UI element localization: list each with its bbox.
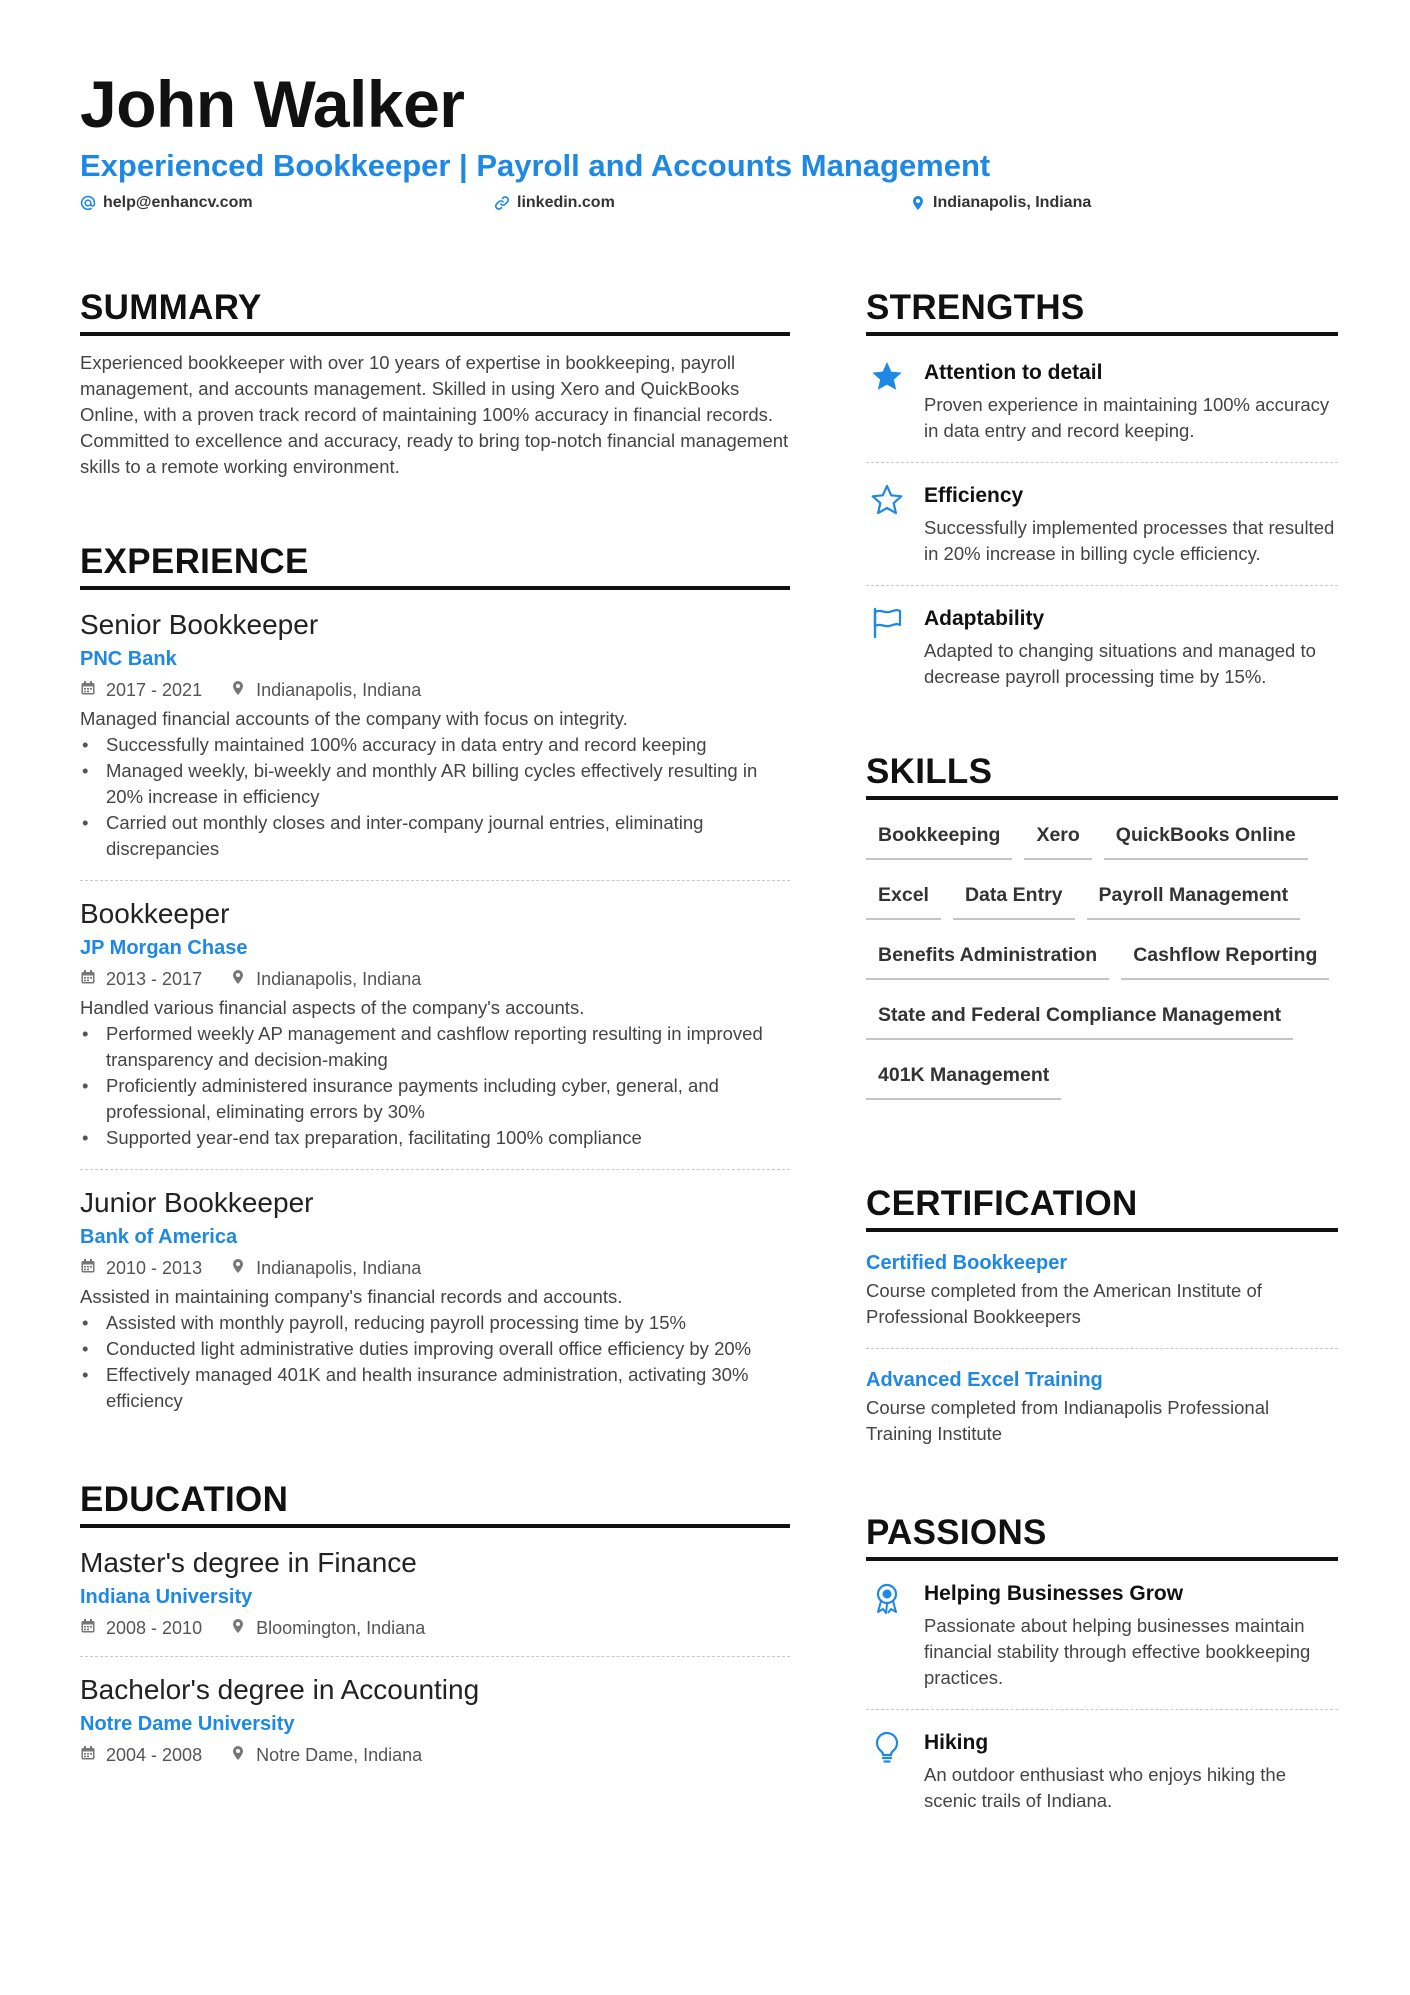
at-icon (80, 195, 96, 211)
job-location (230, 963, 421, 995)
linkedin-text: linkedin.com (517, 194, 615, 211)
school-name: Indiana University (80, 1586, 253, 1608)
strengths-heading: STRENGTHS (866, 288, 1338, 336)
location-text: Indianapolis, Indiana (933, 194, 1092, 211)
certification-entry (866, 1349, 1338, 1465)
strengths-title: Adaptability (924, 607, 1045, 630)
strengths-title: Efficiency (924, 484, 1024, 507)
job-dates (80, 674, 202, 706)
calendar-icon (80, 963, 96, 995)
job-location (230, 674, 421, 706)
skills-section (866, 752, 1338, 1114)
bullet-item: • Effectively managed 401K and health insurance administration, activating 30% efficiency (80, 1362, 790, 1414)
bullet-item: • Conducted light administrative duties improving overall office efficiency by 20% (80, 1336, 790, 1362)
skill-tag: Cashflow Reporting (1121, 934, 1329, 980)
experience-heading: EXPERIENCE (80, 542, 790, 590)
job-title: Bookkeeper (80, 898, 230, 929)
education-location (230, 1612, 425, 1644)
passions-heading: PASSIONS (866, 1513, 1338, 1561)
location-pin-icon (230, 1252, 246, 1284)
job-bullets (80, 1310, 790, 1414)
education-entry (80, 1671, 790, 1783)
skill-tag: QuickBooks Online (1104, 814, 1308, 860)
location-text: Bloomington, Indiana (256, 1618, 426, 1638)
degree: Bachelor's degree in Accounting (80, 1674, 480, 1705)
star-outline-icon (866, 481, 908, 567)
strengths-item (866, 340, 1338, 463)
education-list (80, 1544, 790, 1783)
skill-tag: Benefits Administration (866, 934, 1109, 980)
strengths-item (866, 586, 1338, 708)
dates-text: 2008 - 2010 (106, 1618, 203, 1638)
strengths-list (866, 340, 1338, 708)
location-text: Notre Dame, Indiana (256, 1745, 423, 1765)
bullet-item: • Successfully maintained 100% accuracy in data entry and record keeping (80, 732, 790, 758)
school-name: Notre Dame University (80, 1713, 295, 1735)
link-icon (494, 195, 510, 211)
passions-title: Hiking (924, 1731, 989, 1754)
contact-email[interactable] (80, 194, 253, 212)
award-icon (866, 1579, 908, 1691)
summary-text: Experienced bookkeeper with over 10 years of expertise in bookkeeping, payroll management, and accounts management. Skilled in using Xero and QuickBooks Online, with a proven track record of maintaining 100% accuracy in financial records. Committed to excellence and accuracy, ready to bring top-notch financial management skills to a remote working environment. (80, 352, 789, 477)
bullet-item: • Proficiently administered insurance payments including cyber, general, and professional, eliminating errors by 30% (80, 1073, 790, 1125)
dates-text: 2004 - 2008 (106, 1745, 203, 1765)
bullet-item: • Supported year-end tax preparation, facilitating 100% compliance (80, 1125, 790, 1151)
skill-tag: 401K Management (866, 1054, 1061, 1100)
location-text: Indianapolis, Indiana (256, 1258, 422, 1278)
location-pin-icon (230, 1612, 246, 1644)
calendar-icon (80, 1252, 96, 1284)
certification-heading: CERTIFICATION (866, 1184, 1338, 1232)
certification-title: Advanced Excel Training (866, 1369, 1103, 1391)
education-dates (80, 1739, 202, 1771)
certification-description: Course completed from Indianapolis Professional Training Institute (866, 1397, 1270, 1444)
left-column (80, 288, 790, 1797)
education-meta (80, 1612, 790, 1644)
skill-tag: Xero (1024, 814, 1091, 860)
location-text: Indianapolis, Indiana (256, 969, 422, 989)
job-dates (80, 1252, 202, 1284)
company-name: PNC Bank (80, 648, 177, 670)
strengths-description: Adapted to changing situations and managed to decrease payroll processing time by 15%. (924, 640, 1316, 687)
job-description: Assisted in maintaining company's financial records and accounts. (80, 1286, 623, 1307)
strengths-description: Proven experience in maintaining 100% accuracy in data entry and record keeping. (924, 394, 1330, 441)
skill-tag: State and Federal Compliance Management (866, 994, 1293, 1040)
education-dates (80, 1612, 202, 1644)
passions-body (924, 1579, 1338, 1691)
certification-list (866, 1232, 1338, 1465)
strengths-section (866, 288, 1338, 708)
job-meta (80, 1252, 790, 1284)
right-column (866, 288, 1338, 1832)
contact-linkedin[interactable] (494, 194, 615, 212)
passions-description: Passionate about helping businesses maintain financial stability through effective bookkeeping practices. (924, 1615, 1311, 1688)
job-title: Junior Bookkeeper (80, 1187, 314, 1218)
location-pin-icon (230, 963, 246, 995)
strengths-description: Successfully implemented processes that resulted in 20% increase in billing cycle efficiency. (924, 517, 1335, 564)
company-name: JP Morgan Chase (80, 937, 248, 959)
dates-text: 2013 - 2017 (106, 969, 203, 989)
job-entry (80, 1184, 790, 1432)
skill-tag: Payroll Management (1087, 874, 1301, 920)
strengths-body (924, 481, 1338, 567)
location-pin-icon (230, 1739, 246, 1771)
strengths-body (924, 604, 1338, 690)
passions-list (866, 1561, 1338, 1832)
education-section (80, 1480, 790, 1783)
job-meta (80, 674, 790, 706)
skills-heading: SKILLS (866, 752, 1338, 800)
strengths-title: Attention to detail (924, 361, 1103, 384)
flag-icon (866, 604, 908, 690)
star-filled-icon (866, 358, 908, 444)
job-title: Senior Bookkeeper (80, 609, 319, 640)
skills-list (866, 814, 1338, 1114)
lightbulb-icon (866, 1728, 908, 1814)
passions-section (866, 1513, 1338, 1832)
certification-description: Course completed from the American Institute of Professional Bookkeepers (866, 1280, 1262, 1327)
strengths-item (866, 463, 1338, 586)
job-location (230, 1252, 421, 1284)
calendar-icon (80, 1739, 96, 1771)
certification-entry (866, 1232, 1338, 1349)
bullet-item: • Carried out monthly closes and inter-company journal entries, eliminating discrepancies (80, 810, 790, 862)
strengths-body (924, 358, 1338, 444)
passions-item (866, 1561, 1338, 1710)
job-description: Managed financial accounts of the company with focus on integrity. (80, 708, 628, 729)
skill-tag: Excel (866, 874, 941, 920)
summary-section (80, 288, 790, 480)
candidate-name: John Walker (80, 67, 465, 141)
skill-tag: Data Entry (953, 874, 1075, 920)
job-meta (80, 963, 790, 995)
calendar-icon (80, 1612, 96, 1644)
job-entry (80, 606, 790, 881)
email-text: help@enhancv.com (103, 194, 253, 211)
bullet-item: • Performed weekly AP management and cashflow reporting resulting in improved transparency and decision-making (80, 1021, 790, 1073)
job-bullets (80, 1021, 790, 1151)
education-meta (80, 1739, 790, 1771)
passions-body (924, 1728, 1338, 1814)
education-location (230, 1739, 422, 1771)
degree: Master's degree in Finance (80, 1547, 417, 1578)
location-pin-icon (910, 195, 926, 211)
certification-section (866, 1184, 1338, 1465)
skill-tag: Bookkeeping (866, 814, 1012, 860)
calendar-icon (80, 674, 96, 706)
education-entry (80, 1544, 790, 1657)
experience-section (80, 542, 790, 1432)
passions-item (866, 1710, 1338, 1832)
job-dates (80, 963, 202, 995)
job-bullets (80, 732, 790, 862)
location-text: Indianapolis, Indiana (256, 680, 422, 700)
summary-heading: SUMMARY (80, 288, 790, 336)
jobs-list (80, 606, 790, 1432)
certification-title: Certified Bookkeeper (866, 1252, 1068, 1274)
dates-text: 2010 - 2013 (106, 1258, 203, 1278)
contact-location (910, 194, 1091, 212)
bullet-item: • Managed weekly, bi-weekly and monthly AR billing cycles effectively resulting in 20% increase in efficiency (80, 758, 790, 810)
education-heading: EDUCATION (80, 1480, 790, 1528)
job-description: Handled various financial aspects of the company's accounts. (80, 997, 585, 1018)
bullet-item: • Assisted with monthly payroll, reducing payroll processing time by 15% (80, 1310, 790, 1336)
company-name: Bank of America (80, 1226, 238, 1248)
location-pin-icon (230, 674, 246, 706)
dates-text: 2017 - 2021 (106, 680, 203, 700)
job-entry (80, 895, 790, 1170)
headline: Experienced Bookkeeper | Payroll and Accounts Management (80, 148, 991, 183)
passions-title: Helping Businesses Grow (924, 1582, 1184, 1605)
passions-description: An outdoor enthusiast who enjoys hiking the scenic trails of Indiana. (924, 1764, 1287, 1811)
